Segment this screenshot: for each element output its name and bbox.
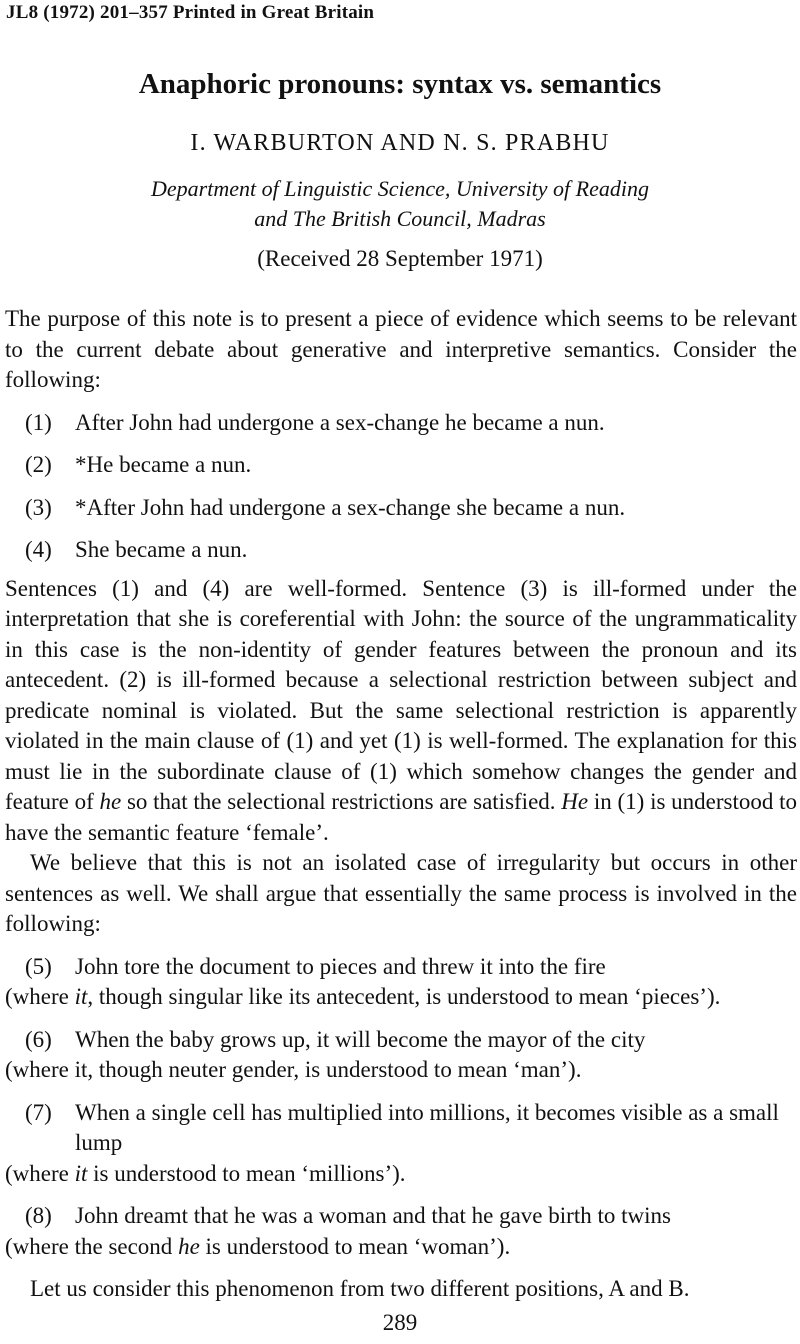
affiliation-line-2: and The British Council, Madras: [254, 206, 546, 231]
received-date: (Received 28 September 1971): [257, 246, 543, 271]
example-text: When a single cell has multiplied into millions, it becomes visible as a small lump: [75, 1099, 779, 1155]
note-italic-it: it: [74, 1160, 88, 1186]
example-1: [5, 408, 797, 439]
article-title: Anaphoric pronouns: syntax vs. semantics: [138, 68, 662, 100]
author-affiliation: [0, 174, 800, 234]
example-3: [5, 493, 797, 524]
example-number: (2): [25, 452, 52, 477]
page-number: 289: [382, 1310, 418, 1335]
example-text: John tore the document to pieces and threw it into the fire: [75, 953, 606, 979]
note-text: (where: [5, 1160, 75, 1186]
closing-paragraph: Let us consider this phenomenon from two different positions, A and B.: [30, 1276, 690, 1301]
example-2: [5, 450, 797, 481]
affiliation-line-1: Department of Linguistic Science, University of Reading: [151, 176, 649, 201]
example-8: [5, 1201, 797, 1232]
running-head: JL8 (1972) 201–357 Printed in Great Britain: [6, 2, 375, 23]
example-text: John dreamt that he was a woman and that he gave birth to twins: [75, 1203, 671, 1228]
example-7-note: [5, 1159, 797, 1190]
article-body: [5, 304, 797, 1305]
note-text: (where: [5, 984, 75, 1009]
example-text: *After John had undergone a sex-change she became a nun.: [75, 494, 626, 520]
analysis-text-3: in (1) is understood to have the semantic feature ‘female’.: [5, 789, 798, 845]
example-6: [5, 1025, 797, 1056]
analysis-italic-he: he: [99, 789, 122, 814]
example-number: (1): [25, 409, 52, 435]
example-number: (8): [25, 1203, 52, 1228]
note-text: is understood to mean ‘millions’).: [87, 1160, 406, 1186]
article-authors: I. WARBURTON AND N. S. PRABHU: [190, 130, 610, 156]
analysis-text-2: so that the selectional restrictions are satisfied.: [121, 789, 562, 814]
belief-paragraph: We believe that this is not an isolated case of irregularity but occurs in other sentences as well. We shall argue that essentially the same process is involved in the following:: [5, 850, 797, 936]
analysis-text-1: Sentences (1) and (4) are well-formed. Sentence (3) is ill-formed under the interpretation that she is coreferential with John: the source of the ungrammaticality in this case is the non-identity of gender features between the pronoun and its antecedent. (2) is ill-formed because a selectional restriction between subject and predicate nominal is violated. But the same selectional restriction is apparently violated in the main clause of (1) and yet (1) is well-formed. The explanation for this must lie in the subordinate clause of (1) which somehow changes the gender and feature of: [5, 575, 797, 814]
example-4: [5, 535, 797, 566]
note-italic-he: he: [178, 1233, 200, 1259]
note-italic-it: it: [74, 984, 88, 1009]
example-text: *He became a nun.: [75, 452, 252, 477]
example-number: (7): [25, 1099, 52, 1125]
intro-paragraph: The purpose of this note is to present a piece of evidence which seems to be relevant to the current debate about generative and interpretive semantics. Consider the following:: [5, 306, 797, 392]
example-number: (5): [25, 953, 52, 979]
note-text: (where the second: [5, 1233, 179, 1259]
example-number: (3): [25, 494, 52, 520]
analysis-italic-he-capital: He: [561, 789, 589, 814]
example-text: After John had undergone a sex-change he became a nun.: [75, 409, 605, 435]
example-number: (6): [25, 1026, 52, 1052]
example-number: (4): [25, 537, 52, 562]
example-text: She became a nun.: [75, 537, 248, 562]
note-text: , though singular like its antecedent, is understood to mean ‘pieces’).: [87, 984, 721, 1009]
analysis-paragraph: [5, 574, 797, 849]
example-text: When the baby grows up, it will become the mayor of the city: [75, 1026, 646, 1052]
example-6-note: (where it, though neuter gender, is understood to mean ‘man’).: [5, 1057, 582, 1082]
example-7: [5, 1098, 797, 1159]
note-text: is understood to mean ‘woman’).: [199, 1233, 511, 1259]
example-5-note: [5, 982, 797, 1013]
example-8-note: [5, 1232, 797, 1263]
example-5: [5, 952, 797, 983]
